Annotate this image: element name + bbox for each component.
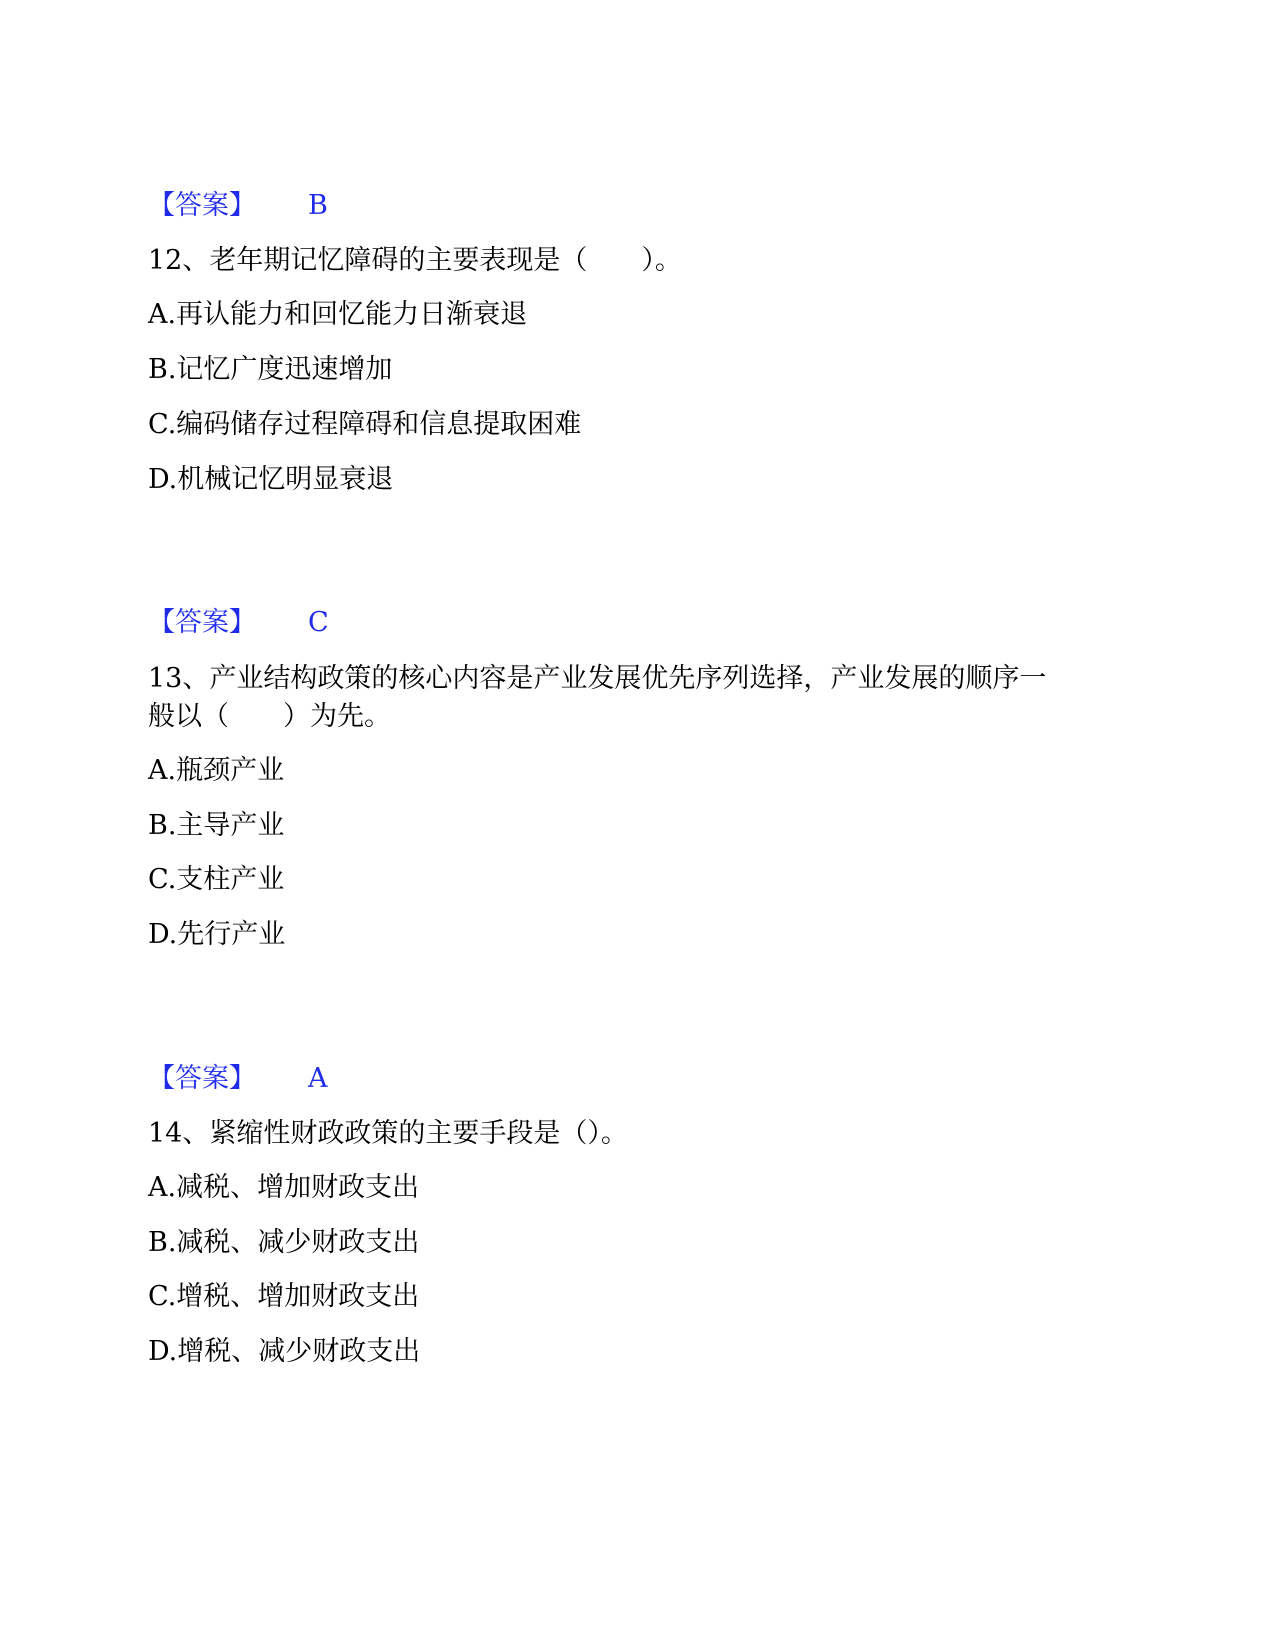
option-b: B.主导产业 <box>148 810 285 841</box>
option-b: B.减税、减少财政支出 <box>148 1227 420 1258</box>
answer-line <box>148 189 328 223</box>
question-text-line2: 般以（ ）为先。 <box>148 701 391 732</box>
option-c: C.增税、增加财政支出 <box>148 1281 420 1312</box>
answer-value: A <box>308 1063 328 1094</box>
answer-label: 【答案】 <box>148 607 256 638</box>
answer-label: 【答案】 <box>148 1063 256 1094</box>
option-a: A.再认能力和回忆能力日渐衰退 <box>148 299 528 330</box>
option-d: D.增税、减少财政支出 <box>148 1336 421 1367</box>
option-d: D.机械记忆明显衰退 <box>148 464 394 495</box>
answer-label: 【答案】 <box>148 190 256 221</box>
option-d: D.先行产业 <box>148 919 286 950</box>
option-a: A.减税、增加财政支出 <box>148 1172 420 1203</box>
option-b: B.记忆广度迅速增加 <box>148 354 393 385</box>
option-c: C.支柱产业 <box>148 864 285 895</box>
answer-line <box>148 606 329 640</box>
option-a: A.瓶颈产业 <box>148 755 285 786</box>
answer-value: C <box>308 607 329 638</box>
question-text: 14、紧缩性财政政策的主要手段是（）。 <box>148 1118 628 1149</box>
answer-line <box>148 1062 328 1096</box>
question-text: 12、老年期记忆障碍的主要表现是（ ）。 <box>148 245 682 276</box>
answer-value: B <box>308 190 328 221</box>
option-c: C.编码储存过程障碍和信息提取困难 <box>148 409 582 440</box>
question-text-line1: 13、产业结构政策的核心内容是产业发展优先序列选择，产业发展的顺序一 <box>148 663 1047 694</box>
